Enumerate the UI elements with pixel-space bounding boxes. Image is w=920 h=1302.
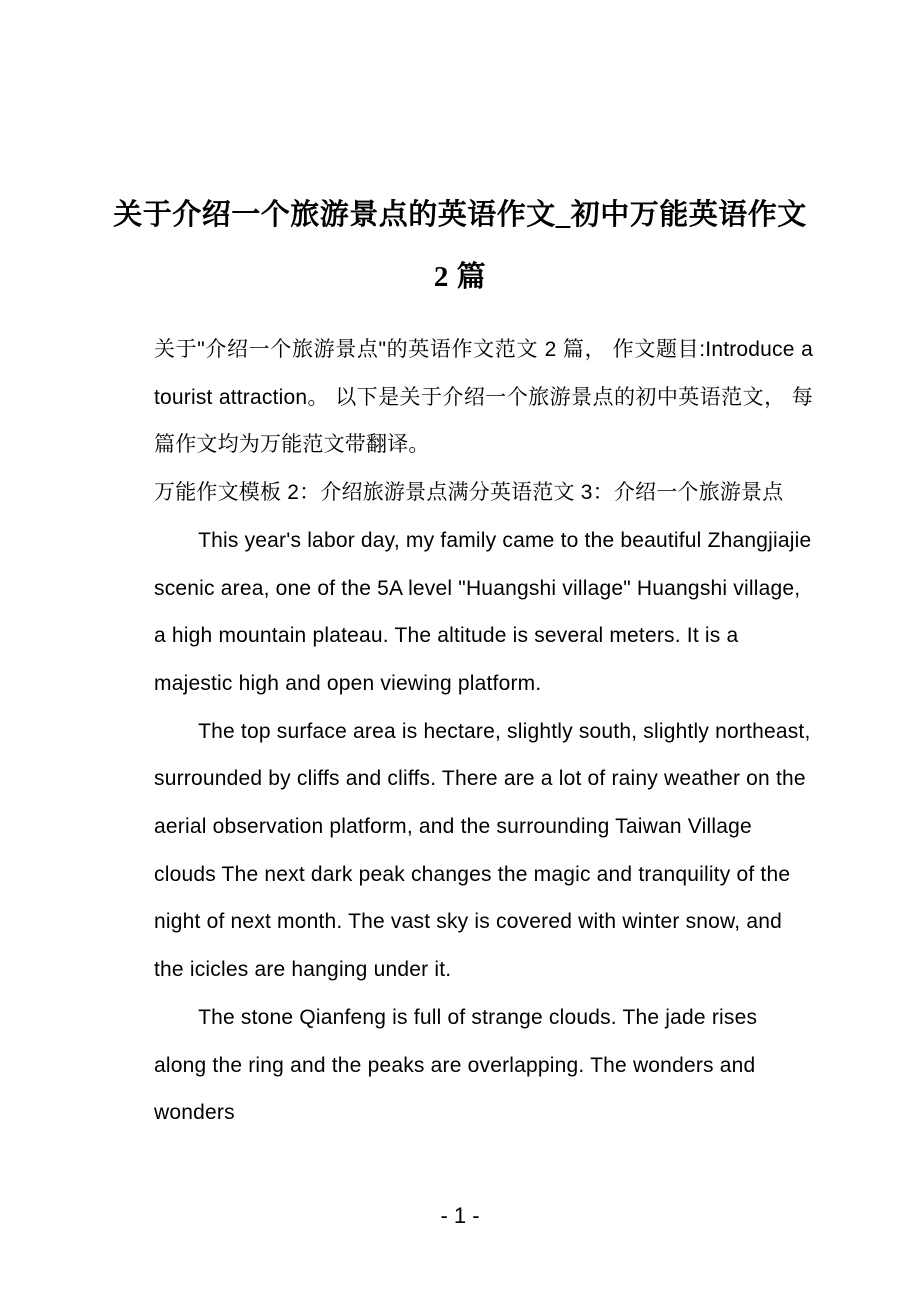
document-title: 关于介绍一个旅游景点的英语作文_初中万能英语作文 2 篇 bbox=[113, 199, 807, 293]
paragraph-intro: 关于"介绍一个旅游景点"的英语作文范文 2 篇， 作文题目:Introduce a tourist attraction。 以下是关于介绍一个旅游景点的初中英语范文， 每篇作文均为万能范文带翻译。 bbox=[154, 338, 813, 457]
page-number: - 1 - bbox=[440, 1203, 480, 1228]
document-body bbox=[154, 326, 813, 1137]
paragraph-subheading: 万能作文模板 2：介绍旅游景点满分英语范文 3：介绍一个旅游景点 bbox=[154, 481, 784, 505]
paragraph-body-1: This year's labor day, my family came to the beautiful Zhangjiajie scenic area, one of the 5A level "Huangshi village" Huangshi village, a high mountain plateau. The altitude is several meters. It is a majestic high and open viewing platform. bbox=[154, 528, 812, 695]
paragraph-body-2: The top surface area is hectare, slightly south, slightly northeast, surrounded by cliffs and cliffs. There are a lot of rainy weather on the aerial observation platform, and the surrounding Taiwan Village clouds The next dark peak changes the magic and tranquility of the night of next month. The vast sky is covered with winter snow, and the icicles are hanging under it. bbox=[154, 719, 811, 982]
paragraph-body-3: The stone Qianfeng is full of strange clouds. The jade rises along the ring and the peaks are overlapping. The wonders and wonders bbox=[154, 1005, 758, 1125]
page-footer bbox=[0, 1196, 920, 1236]
